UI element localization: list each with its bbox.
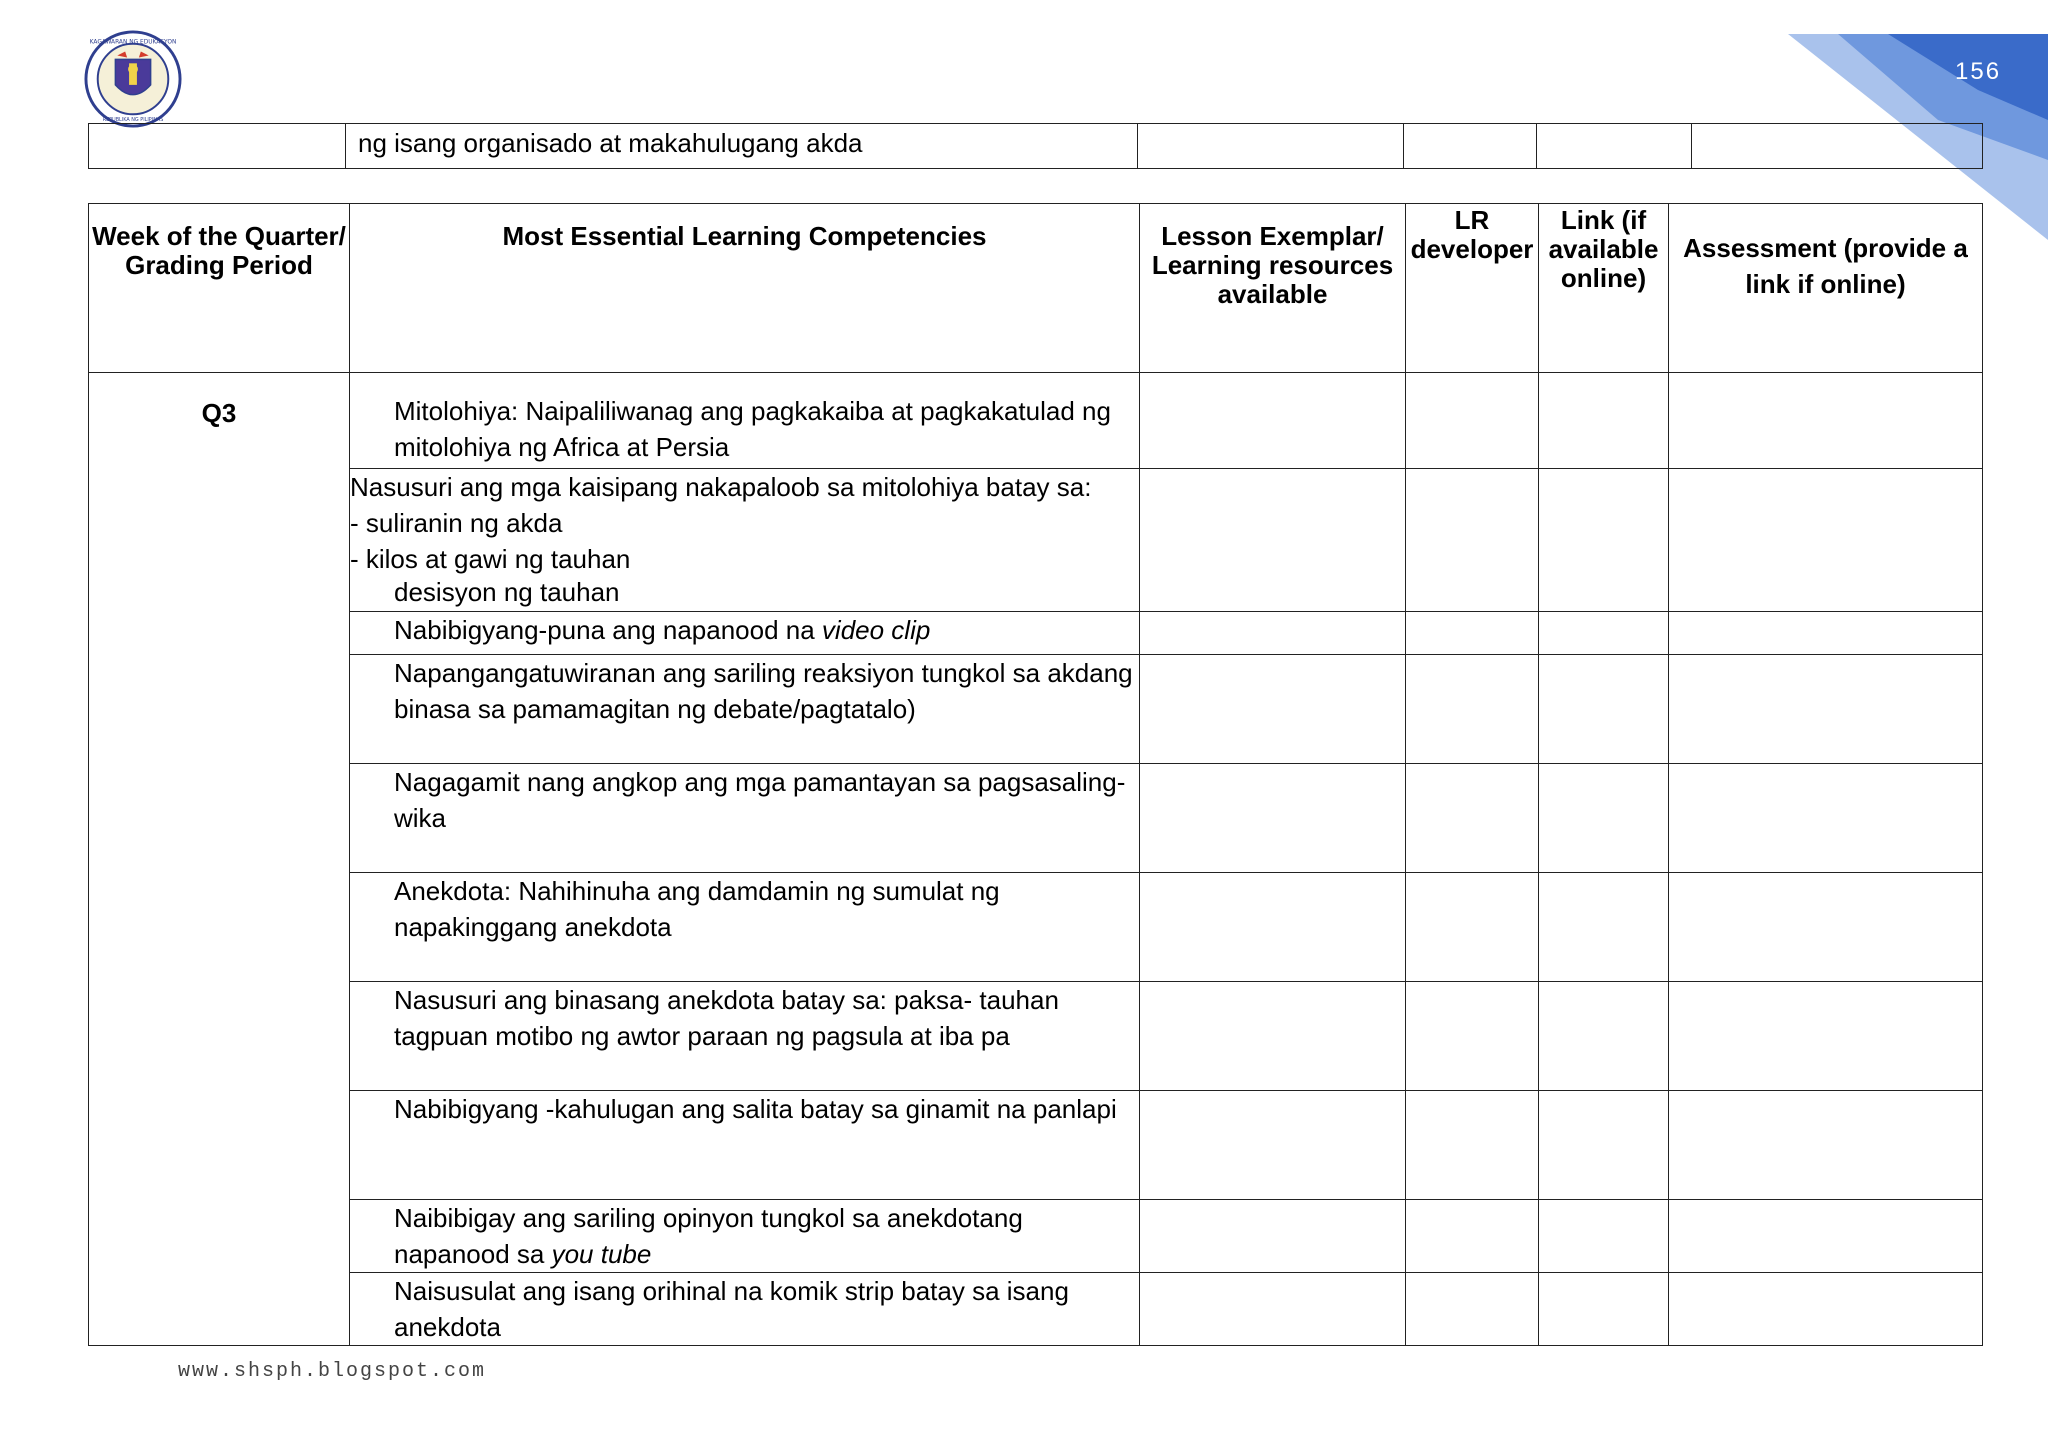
table-row: [89, 764, 1983, 873]
italic-text: video clip: [821, 615, 931, 645]
competency-bullet: desisyon ng tauhan: [394, 577, 620, 607]
table-row: [89, 1200, 1983, 1273]
table-row: [89, 469, 1983, 612]
competency-cell: Napangangatuwiranan ang sariling reaksiyon tungkol sa akdang binasa sa pamamagitan ng debate/pagtatalo): [350, 655, 1140, 764]
table-row: [89, 1273, 1983, 1346]
week-cell: Q3: [89, 373, 350, 1346]
table-row: [89, 982, 1983, 1091]
seal-text-top: KAGAWARAN NG EDUKASYON: [89, 39, 177, 46]
header-row: [89, 204, 1983, 373]
italic-text: you tube: [551, 1239, 652, 1269]
table-row: [89, 1091, 1983, 1200]
deped-seal-logo: [84, 30, 182, 128]
competency-cell: Naibibigay ang sariling opinyon tungkol sa anekdotang napanood sa you tube: [350, 1200, 1140, 1273]
table-row: [89, 655, 1983, 764]
lr-header: LR developer: [1406, 204, 1539, 373]
competency-cell: [350, 469, 1140, 612]
competency-cell: Nasusuri ang binasang anekdota batay sa: paksa- tauhan tagpuan motibo ng awtor paraan ng pagsula at iba pa: [350, 982, 1140, 1091]
competency-cell: Anekdota: Nahihinuha ang damdamin ng sumulat ng napakinggang anekdota: [350, 873, 1140, 982]
continuation-table: [88, 123, 1983, 169]
melc-table: [88, 203, 1983, 1346]
competency-intro: Nasusuri ang mga kaisipang nakapaloob sa mitolohiya batay sa:: [350, 472, 1092, 502]
table-row: [89, 124, 1983, 169]
lesson-header: Lesson Exemplar/ Learning resources available: [1140, 204, 1406, 373]
link-header: Link (if available online): [1539, 204, 1669, 373]
table-row: [89, 873, 1983, 982]
competency-cell: Nabibigyang -kahulugan ang salita batay sa ginamit na panlapi: [350, 1091, 1140, 1200]
competency-cell: Nabibigyang-puna ang napanood na video clip: [350, 612, 1140, 655]
table-row: [89, 373, 1983, 469]
competency-cell: Mitolohiya: Naipaliliwanag ang pagkakaiba at pagkakatulad ng mitolohiya ng Africa at Persia: [350, 373, 1140, 469]
week-header: Week of the Quarter/ Grading Period: [89, 204, 350, 373]
competency-bullet: - kilos at gawi ng tauhan: [350, 544, 631, 574]
page-number: 156: [1955, 58, 2002, 85]
competency-cell: ng isang organisado at makahulugang akda: [346, 124, 1138, 169]
assessment-header: Assessment (provide a link if online): [1669, 204, 1983, 373]
seal-text-bottom: REPUBLIKA NG PILIPINAS: [102, 117, 164, 124]
competency-cell: Nagagamit nang angkop ang mga pamantayan sa pagsasaling-wika: [350, 764, 1140, 873]
table-row: [89, 612, 1983, 655]
footer-url: www.shsph.blogspot.com: [178, 1360, 487, 1383]
competency-cell: Naisusulat ang isang orihinal na komik strip batay sa isang anekdota: [350, 1273, 1140, 1346]
competency-bullet: - suliranin ng akda: [350, 508, 563, 538]
melc-header: Most Essential Learning Competencies: [350, 204, 1140, 373]
